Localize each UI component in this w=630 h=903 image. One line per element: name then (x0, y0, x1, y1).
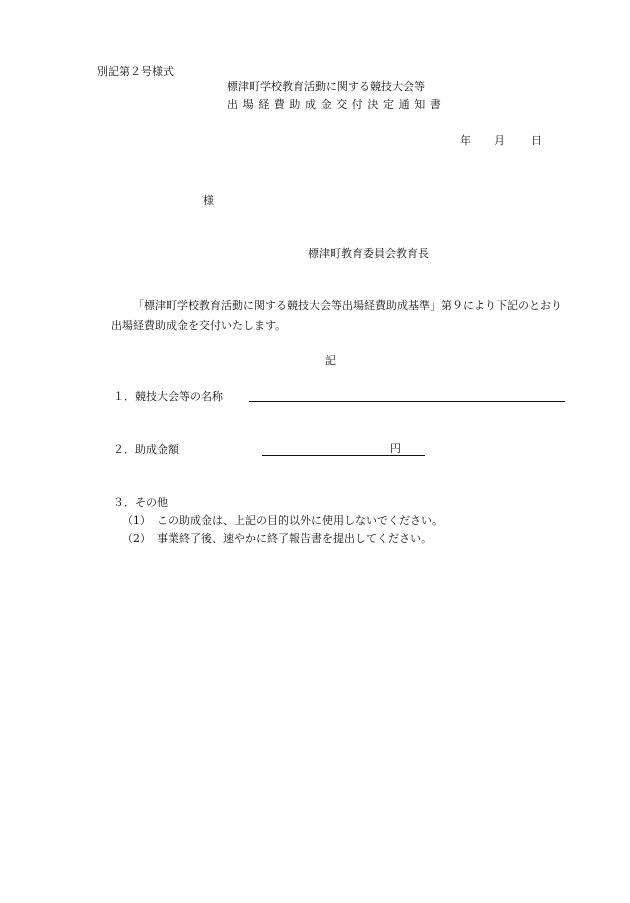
date-day: 日 (531, 134, 542, 147)
event-name-field-line (249, 401, 565, 402)
currency-yen: 円 (390, 442, 401, 455)
amount-label: ２．助成金額 (113, 443, 179, 456)
date-month: 月 (494, 134, 505, 147)
title-line-2: 出場経費助成金交付決定通知書 (227, 98, 446, 111)
other-item-2-text: 事業終了後、速やかに終了報告書を提出してください。 (157, 532, 432, 545)
event-name-label: １．競技大会等の名称 (113, 390, 223, 403)
other-label: ３．その他 (113, 496, 168, 509)
amount-field-line (262, 455, 425, 456)
date-year: 年 (460, 134, 471, 147)
title-line-1: 標津町学校教育活動に関する競技大会等 (227, 80, 425, 93)
recipient-honorific: 様 (203, 194, 214, 207)
other-item-1-number: （1） (122, 514, 151, 527)
other-item-1-text: この助成金は、上記の目的以外に使用しないでください。 (157, 514, 443, 527)
other-item-2-number: （2） (122, 532, 151, 545)
ki-heading: 記 (325, 354, 336, 367)
form-label: 別記第２号様式 (97, 65, 174, 78)
body-paragraph: 「標津町学校教育活動に関する競技大会等出場経費助成基準」第９により下記のとおり出場経費助成金を交付いたします。 (111, 299, 562, 332)
issuer-name: 標津町教育委員会教育長 (308, 247, 429, 260)
